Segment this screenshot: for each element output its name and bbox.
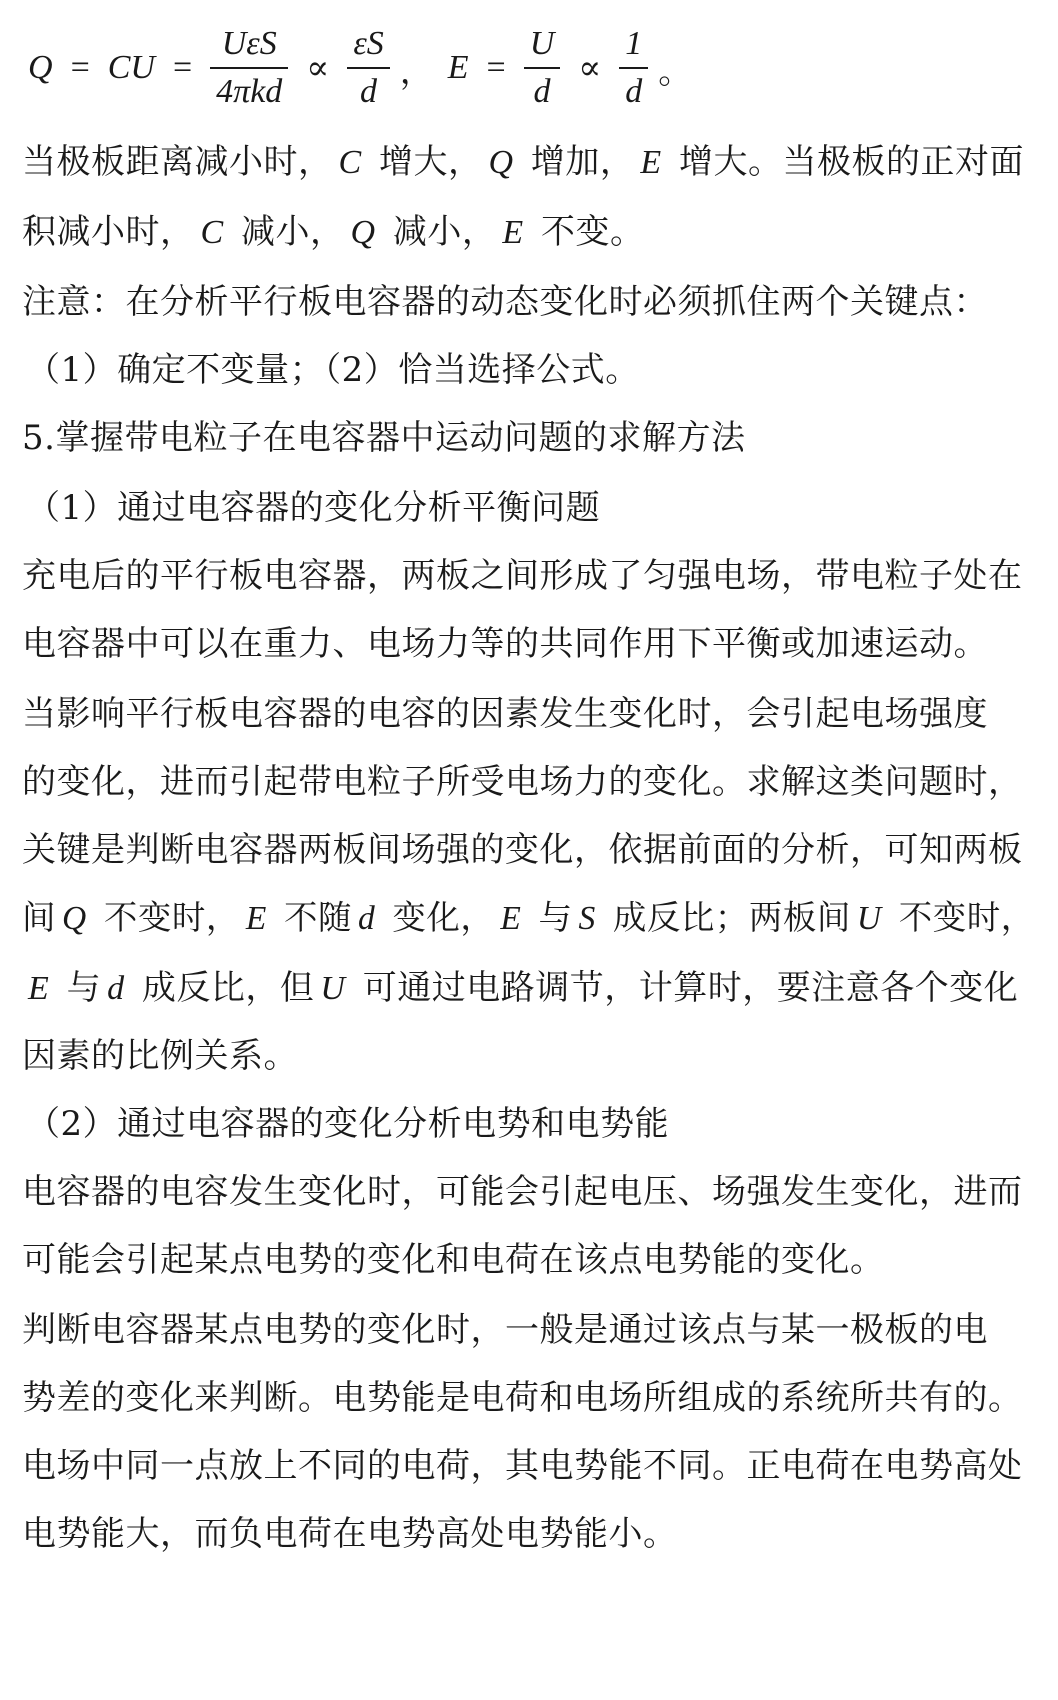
text-span: 与 [527, 898, 573, 937]
text-span: 当极板距离减小时， [22, 142, 333, 182]
text-span: 增加， [519, 142, 635, 182]
section-heading-5: 5.掌握带电粒子在电容器中运动问题的求解方法 [22, 418, 746, 458]
text-line-9: 当影响平行板电容器的电容的因素发生变化时，会引起电场强度 [22, 694, 988, 734]
text-span: 成反比；两板间 [601, 898, 851, 937]
text-span: 减小， [229, 212, 345, 252]
text-line-17: 可能会引起某点电势的变化和电荷在该点电势能的变化。 [22, 1240, 885, 1280]
variable-e: E [502, 214, 524, 251]
formula-separator: ， [399, 53, 434, 91]
variable-d: d [107, 970, 125, 1007]
text-line-16: 电容器的电容发生变化时，可能会引起电压、场强发生变化，进而 [22, 1172, 1023, 1212]
variable-e: E [28, 970, 50, 1007]
fraction-numerator: U [529, 25, 555, 62]
text-span: 不变时， [887, 898, 1035, 937]
text-line-10: 的变化，进而引起带电粒子所受电场力的变化。求解这类问题时， [22, 762, 1023, 802]
text-span: 变化， [381, 898, 495, 937]
fraction-denominator: d [625, 73, 643, 110]
text-line-14: 因素的比例关系。 [22, 1036, 298, 1076]
variable-c: C [338, 144, 362, 181]
variable-u: U [856, 900, 882, 937]
text-line-1 [22, 142, 1024, 183]
text-line-7: 充电后的平行板电容器，两板之间形成了匀强电场，带电粒子处在 [22, 556, 1023, 596]
text-span: 间 [22, 898, 56, 937]
text-span: 可通过电路调节，计算时，要注意各个变化 [351, 968, 1019, 1008]
capacitor-formula [22, 18, 700, 118]
formula-equals-3: = [486, 49, 506, 86]
text-line-2 [22, 212, 644, 253]
text-line-12 [22, 898, 1035, 939]
fraction-denominator: 4πkd [216, 73, 283, 110]
formula-e: E [447, 49, 469, 86]
text-span: 积减小时， [22, 212, 195, 252]
note-line: 注意：在分析平行板电容器的动态变化时必须抓住两个关键点： [22, 282, 988, 322]
fraction-numerator: 1 [625, 25, 643, 62]
fraction-numerator: εS [353, 25, 384, 62]
text-span: 减小， [381, 212, 497, 252]
variable-e: E [640, 144, 662, 181]
fraction-numerator: UεS [221, 25, 277, 62]
variable-u: U [320, 970, 346, 1007]
text-span: 不变时， [92, 898, 240, 937]
variable-e: E [245, 900, 267, 937]
text-span: 成反比，但 [130, 968, 315, 1008]
text-line-11: 关键是判断电容器两板间场强的变化，依据前面的分析，可知两板 [22, 830, 1023, 870]
text-line-21: 电势能大，而负电荷在电势高处电势能小。 [22, 1514, 678, 1554]
text-line-8: 电容器中可以在重力、电场力等的共同作用下平衡或加速运动。 [22, 624, 988, 664]
subsection-heading-1: （1）通过电容器的变化分析平衡问题 [26, 488, 601, 528]
fraction-denominator: d [360, 73, 378, 110]
formula-proportional-1: ∝ [306, 50, 330, 87]
fraction-ues-over-4pikd [210, 27, 288, 109]
note-points-line: （1）确定不变量；（2）恰当选择公式。 [26, 350, 640, 390]
text-span: 增大。当极板的正对面 [667, 142, 1024, 182]
subsection-heading-2: （2）通过电容器的变化分析电势和电势能 [26, 1104, 670, 1144]
text-span: 不随 [272, 898, 352, 937]
fraction-1-over-d [619, 27, 648, 109]
variable-q: Q [62, 900, 87, 937]
fraction-denominator: d [533, 73, 551, 110]
variable-q: Q [350, 214, 376, 251]
text-span: 增大， [367, 142, 483, 182]
formula-q: Q [28, 49, 53, 86]
text-span: 不变。 [529, 212, 645, 252]
variable-e: E [500, 900, 522, 937]
formula-equals-2: = [172, 49, 193, 86]
variable-s: S [578, 900, 596, 937]
fraction-es-over-d [347, 27, 389, 109]
variable-c: C [200, 214, 224, 251]
formula-equals-1: = [70, 49, 90, 86]
text-line-13 [22, 968, 1018, 1009]
fraction-u-over-d [524, 27, 561, 109]
variable-d: d [357, 900, 376, 937]
formula-end: 。 [658, 53, 693, 91]
text-line-18: 判断电容器某点电势的变化时，一般是通过该点与某一极板的电 [22, 1310, 988, 1350]
text-span: 与 [55, 968, 102, 1008]
formula-proportional-2: ∝ [578, 50, 602, 87]
variable-q: Q [488, 144, 514, 181]
text-line-20: 电场中同一点放上不同的电荷，其电势能不同。正电荷在电势高处 [22, 1446, 1023, 1486]
text-line-19: 势差的变化来判断。电势能是电荷和电场所组成的系统所共有的。 [22, 1378, 1023, 1418]
formula-cu: CU [107, 49, 155, 86]
